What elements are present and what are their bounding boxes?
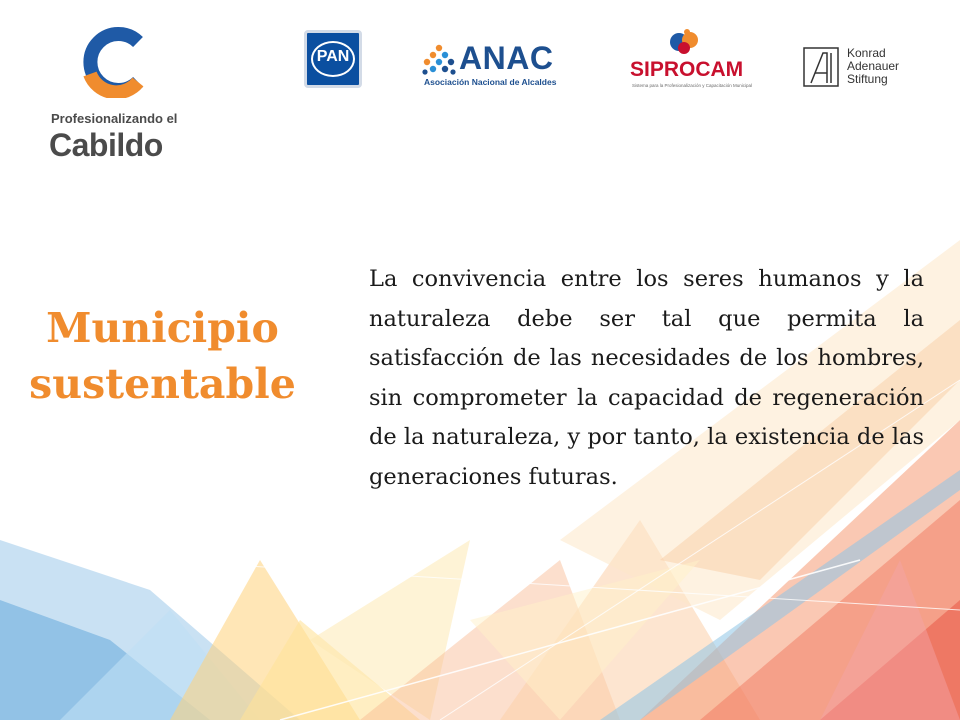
siprocam-logo-name: SIPROCAM — [630, 58, 744, 81]
kas-line1: Konrad — [847, 46, 886, 60]
kas-logo — [803, 47, 923, 92]
logo-bar — [0, 0, 960, 180]
brand-name: Cabildo — [49, 127, 163, 163]
kas-line3: Stiftung — [847, 72, 888, 86]
siprocam-logo-subtitle: Sistema para la Profesionalización y Capacitación Municipal — [632, 83, 753, 88]
slide-title-line2: sustentable — [29, 360, 296, 408]
anac-logo — [422, 40, 572, 90]
c-logo-icon — [78, 26, 150, 98]
slide-title — [10, 300, 315, 412]
pan-logo — [304, 30, 362, 88]
pan-logo-text: PAN — [316, 48, 350, 65]
brand-tagline: Profesionalizando el — [51, 111, 178, 126]
kas-logo-text — [847, 47, 899, 86]
siprocam-emblem-icon — [668, 28, 704, 58]
slide-title-line1: Municipio — [46, 304, 279, 352]
anac-dots-icon — [422, 44, 456, 76]
kas-line2: Adenauer — [847, 59, 900, 73]
slide-body-text: La convivencia entre los seres humanos y la naturaleza debe ser tal que permita la satisfacción de las necesidades de los hombres, sin comprometer la capacidad de regeneración de la naturaleza, y por tanto, la existencia de las generaciones futuras. — [369, 266, 924, 490]
siprocam-logo — [630, 28, 753, 93]
kas-a-mark-icon — [803, 47, 839, 87]
anac-logo-name: ANAC — [459, 40, 554, 76]
brand-logo — [46, 26, 226, 171]
anac-logo-subtitle: Asociación Nacional de Alcaldes — [424, 77, 557, 87]
